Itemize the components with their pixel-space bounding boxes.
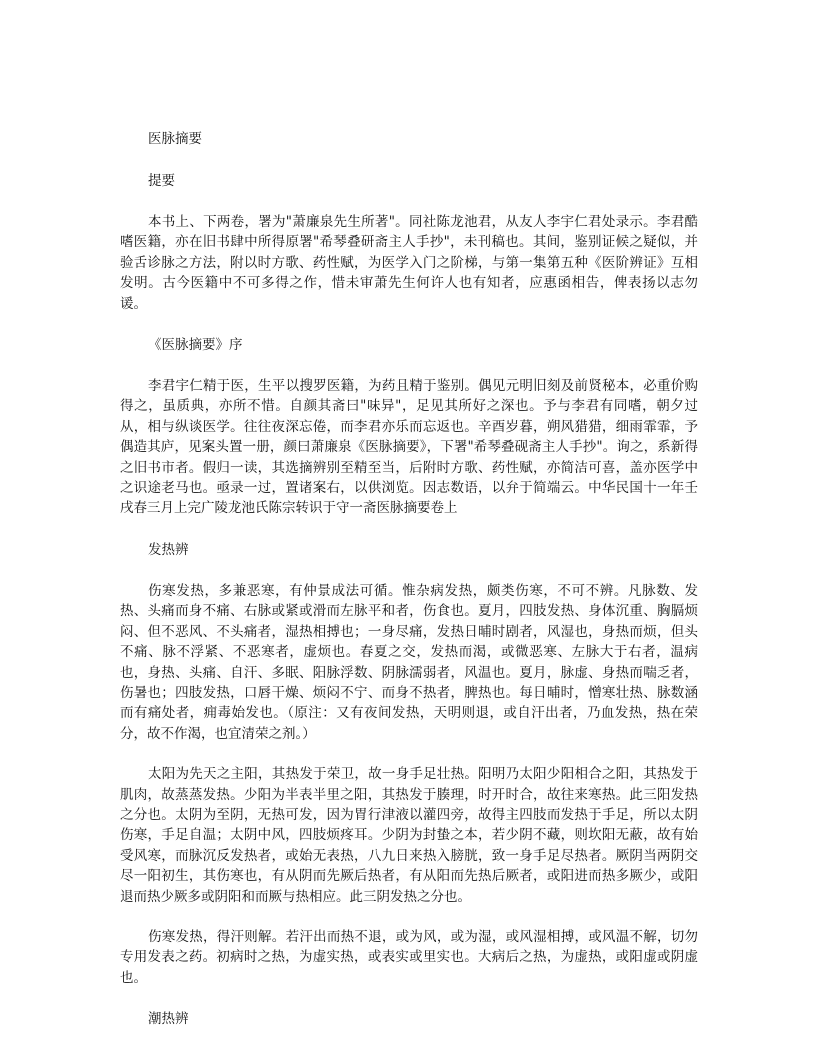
fare-paragraph-1: 伤寒发热，多兼恶寒，有仲景成法可循。惟杂病发热，颇类伤寒，不可不辨。凡脉数、发热、头痛而身不痛、右脉或紧或滑而左脉平和者，伤食也。夏月，四肢发热、身体沉重、胸膈烦闷、但不恶风、不头痛者，湿热相搏也；一身尽痛，发热日晡时剧者，风湿也，身热而烦，但头不痛、脉不浮紧、不恶寒者，虚烦也。春夏之交，发热而渴，或微恶寒、左脉大于右者，温病也，身热、头痛、自汗、多眠、阳脉浮数、阴脉濡弱者，风温也。夏月，脉虚、身热而喘乏者，伤暑也；四肢发热，口唇干燥、烦闷不宁、而身不热者，脾热也。每日晡时，憎寒壮热、脉数涵而有痛处者，痈毒始发也。（原注：又有夜间发热，天明则退，或自汗出者，乃血发热，热在荣分，故不作渴，也宜清荣之剂。） xyxy=(120,582,698,742)
document-title: 医脉摘要 xyxy=(148,131,202,147)
tiyao-heading: 提要 xyxy=(148,173,175,189)
document-page xyxy=(120,128,698,1050)
fare-paragraph-2: 太阳为先天之主阳，其热发于荣卫，故一身手足壮热。阳明乃太阳少阳相合之阳，其热发于肌肉，故蒸蒸发热。少阳为半表半里之阳，其热发于腠理，时开时合，故往来寒热。此三阳发热之分也。太阴为至阴，无热可发，因为胃行津液以灌四旁，故得主四肢而发热于手足，所以太阴伤寒，手足自温；太阴中风，四肢烦疼耳。少阴为封蛰之本，若少阴不藏，则坎阳无蔽，故有始受风寒，而脉沉反发热者，或始无表热，八九日来热入膀胱，致一身手足尽热者。厥阴当两阴交尽一阳初生，其伤寒也，有从阴而先厥后热者，有从阳而先热后厥者，或阳进而热多厥少，或阳退而热少厥多或阴阳和而厥与热相应。此三阴发热之分也。 xyxy=(120,766,698,905)
chaore-heading: 潮热辨 xyxy=(148,1011,189,1028)
fare-heading: 发热辨 xyxy=(148,541,189,558)
preface-heading: 《医脉摘要》序 xyxy=(148,337,243,354)
fare-paragraph-3: 伤寒发热，得汗则解。若汗出而热不退，或为风，或为湿，或风湿相搏，或风温不解，切勿专用发表之药。初病时之热，为虚实热，或表实或里实也。大病后之热，为虚热，或阳虚或阴虚也。 xyxy=(120,928,698,986)
tiyao-paragraph: 本书上、下两卷，署为"萧廉泉先生所著"。同社陈龙池君，从友人李宇仁君处录示。李君酷嗜医籍，亦在旧书肆中所得原署"希琴叠研斋主人手抄"，未刊稿也。其间，鉴别证候之疑似，并验舌诊脉之方法，附以时方歌、药性赋，为医学入门之阶梯，与第一集第五种《医阶辨证》互相发明。古今医籍中不可多得之作，惜未审萧先生何许人也有知者，应惠函相告，俾表扬以志勿谖。 xyxy=(120,214,698,312)
preface-paragraph: 李君宇仁精于医，生平以搜罗医籍，为药且精于鉴别。偶见元明旧刻及前贤秘本，必重价购得之，虽质典，亦所不惜。自颜其斋曰"味异"，足见其所好之深也。予与李君有同嗜，朝夕过从，相与纵谈医学。往往夜深忘倦，而李君亦乐而忘返也。辛酉岁暮，朔风猎猎，细雨霏霏，予偶造其庐，见案头置一册，颜曰萧廉泉《医脉摘要》，下署"希琴叠砚斋主人手抄"。询之，系新得之旧书市者。假归一读，其选摘辨别至精至当，后附时方歌、药性赋，亦简洁可喜，盖亦医学中之识途老马也。亟录一过，置诸案右，以供浏览。因志数语，以弁于简端云。中华民国十一年壬戌春三月上完广陵龙池氏陈宗转识于守一斋医脉摘要卷上 xyxy=(120,378,698,517)
